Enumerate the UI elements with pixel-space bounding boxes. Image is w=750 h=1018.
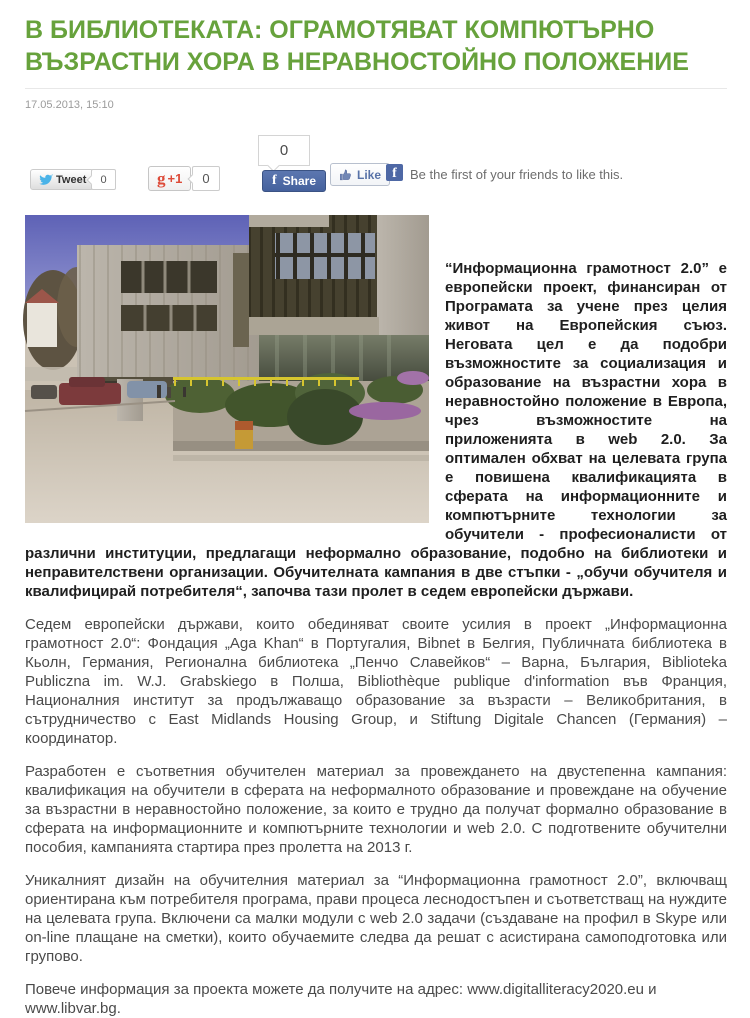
article-paragraph: Разработен е съответния обучителен материал за провеждането на двустепенна кампания: квалификация на обучители в сферата на неформалното образование и провеждане на обучение за възрастни в неравностойно положение, за които е трудно да получат формално образование в сферата на информационните и компютърните технологии и web 2.0. С подготвените обучителни пособия, кампанията стартира през пролетта на 2013 г. <box>25 763 727 856</box>
title-divider <box>25 88 727 89</box>
publish-date: 17.05.2013, 15:10 <box>25 99 114 111</box>
photo-railing <box>173 377 359 380</box>
google-plusone-button[interactable] <box>148 166 191 191</box>
plusone-label: +1 <box>167 171 183 186</box>
article-paragraph: Седем европейски държави, които обединяват своите усилия в проект „Информационна грамотност 2.0“: Фондация „Aga Khan“ в Португалия, Bibnet в Белгия, Публичната библиотека в Кьолн, Германия, Регионална библиотека „Пенчо Славейков“ – Варна, България, Biblioteka Publiczna im. W.J. Grabskiego в Полша, Bibliothèque publique d'information във Франция, Националния институт за продължаващо образование за възрасти – Великобритания, в сътрудничество с East Midlands Housing Group, и Stiftung Digitale Chancen (Германия) – координатор. <box>25 616 727 747</box>
like-button-label: Like <box>357 167 382 182</box>
tweet-button-label: Tweet <box>56 173 87 186</box>
tweet-button[interactable] <box>30 169 94 190</box>
thumbs-up-icon <box>339 168 353 182</box>
gplus-g-icon: g <box>157 169 166 188</box>
article-body <box>25 215 727 1018</box>
photo-people <box>157 385 161 398</box>
share-count-bubble[interactable]: 0 <box>258 135 310 166</box>
facebook-f-icon: f <box>272 173 277 188</box>
article-lead: “Информационна грамотност 2.0” е европейски проект, финансиран от Програмата за учене през целия живот на Европейския съюз. Неговата цел е да подобри възможностите за социализация и образование на възрастни хора в неравностойно положение в Европа, чрез възможностите на приложенията в web 2.0. За оптимален обхват на целевата група е повишена квалификацията в сферата на информационните и компютърните технологии за обучители - професионалисти от различни институции, предлагащи неформално образование, подобно на библиотеки и неправителствени организации. Обучителната кампания в две стъпки - „обучи обучителя и квалифицирай потребителя“, започва тази пролет в седем европейски държави. <box>25 260 727 600</box>
photo-house <box>27 303 57 347</box>
link-digitalliteracy2020[interactable]: www.digitalliteracy2020.eu <box>467 981 644 998</box>
link-libvar[interactable]: www.libvar.bg <box>25 1000 117 1017</box>
more-info-line <box>25 980 727 1018</box>
tweet-count[interactable]: 0 <box>91 169 116 190</box>
article-paragraph: Уникалният дизайн на обучителния материал за “Информационна грамотност 2.0”, включващ ориентирана към потребителя програма, прави процеса леснодостъпен и съответстващ на нуждите на целевата група. Включени са малки модули с web 2.0 задачи (създаване на профил в Skype или on-line плащане на сметки), които обучаемите следва да решат с асистирана самоподготовка или групово. <box>25 872 727 965</box>
more-info-suffix: . <box>116 1000 121 1017</box>
content-column <box>25 0 727 1018</box>
facebook-logo-icon[interactable]: f <box>386 164 403 181</box>
plusone-count[interactable]: 0 <box>192 166 220 191</box>
more-info-prefix: Повече информация за проекта можете да получите на адрес: <box>25 981 464 998</box>
more-info-separator: и <box>648 981 657 998</box>
page-title: В БИБЛИОТЕКАТА: ОГРАМОТЯВАТ КОМПЮТЪРНО ВЪЗРАСТНИ ХОРА В НЕРАВНОСТОЙНО ПОЛОЖЕНИЕ <box>25 16 689 76</box>
article-photo <box>25 215 429 523</box>
facebook-share-button[interactable] <box>262 170 326 192</box>
twitter-bird-icon <box>38 173 52 187</box>
share-button-label: Share <box>282 174 317 188</box>
like-prompt-text: Be the first of your friends to like this. <box>410 167 624 182</box>
photo-flowers <box>349 402 421 420</box>
facebook-like-button[interactable] <box>330 163 390 186</box>
social-toolbar <box>25 133 727 195</box>
library-building-illustration <box>25 215 429 523</box>
